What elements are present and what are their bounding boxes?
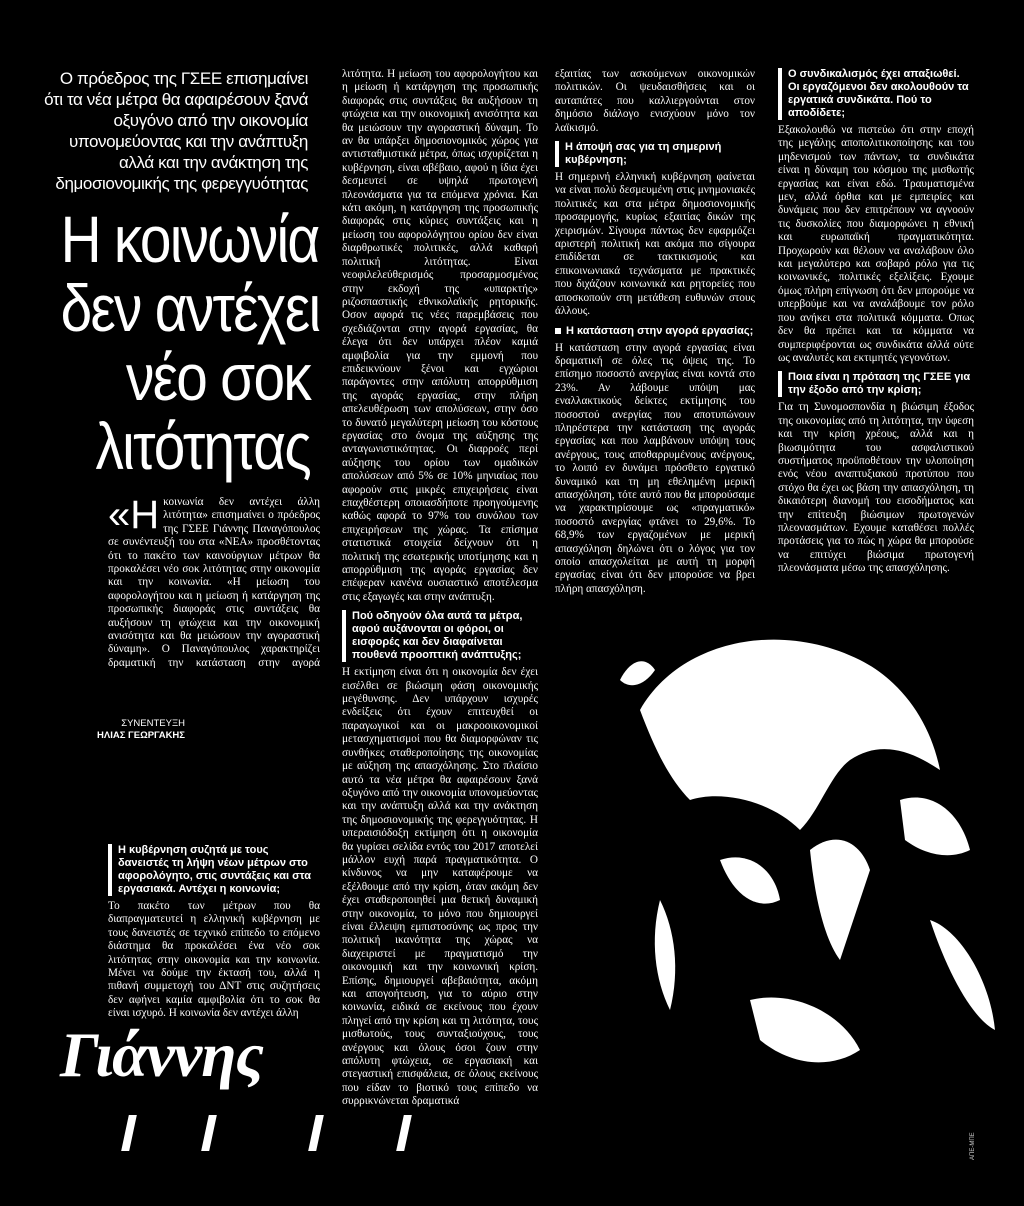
question-3: Η άποψή σας για τη σημερινή κυβέρνηση; [555,141,755,167]
answer-2: Η εκτίμηση είναι ότι η οικονομία δεν έχει εισέλθει σε βιώσιμη φάση οικονομικής μεγέθυνσης. Δεν υπάρχουν ισχυρές ενδείξεις ότι έχουν επιτευχθεί οι παραγωγικοί και οι μακροοικονομικοί μετασχηματισμοί που θα διαμορφώναν τις συνθήκες σταθεροποίησης της οικονομίας με αύξηση της απασχόλησης. Στο πλαίσιο αυτό τα νέα μέτρα θα αφαιρέσουν ξανά οξυγόνο από την οικονομία υπονομεύοντας και την ανάπτυξη αλλά και την ανάκτηση της δημοσιονομικής της φερεγγυότητας. Η υπεραισιόδοξη εκτίμηση ότι η οικονομία θα γυρίσει σελίδα εντός του 2017 αποτελεί μάλλον ευχή παρά πραγματικότητα. Ο κίνδυνος να μην καταφέρουμε να εξέλθουμε από την κρίση, όταν ακόμη δεν έχει σταθεροποιηθεί μια θετική δυναμική στην οικονομία, το μόνο που δημιουργεί είναι έλλειψη εμπιστοσύνης ως προς την πολιτική ικανότητα της χώρας να διαχειριστεί με πραγματισμό την οικονομική και την κοινωνική κρίση. Επίσης, δημιουργεί αβεβαιότητα, ακόμη και απογοήτευση, για το αύριο στην κοινωνία, ειδικά σε εκείνους που έχουν πληγεί από την κρίση και τη λιτότητα, τους μισθωτούς, τους συνταξιούχους, τους ανέργους και όλους όσοι ζουν στην απόλυτη φτώχεια, σε εργασιακή και στεγαστική επισφάλεια, σε όλους εκείνους που είδαν το βιοτικό τους επίπεδο να συρρικνώνεται δραματικά [342,666,538,1108]
headline-line: λιτότητας [95,409,311,483]
bullet-square [555,328,561,334]
column-4 [778,68,974,576]
intro-text: κοινωνία δεν αντέχει άλλη λιτότητα» επισημαίνει ο πρόεδρος της ΓΣΕΕ Γιάννης Παναγόπουλος σε συνέντευξή του στα «ΝΕΑ» προσθέτοντας ότι το πακέτο των καινούργιων μέτρων θα προκαλέσει νέο σοκ λιτότητας στην οικονομία και την κοινωνία. «Η μείωση του αφορολογήτου και η μείωση ή κατάργηση της προσωπικής διαφοράς στις συντάξεις θα αυξήσουν τη φτώχεια και την οικονομική ανισότητα και θα μειώσουν την αγοραστική δύναμη». Ο Παναγόπουλος χαρακτηρίζει δραματική την κατάσταση στην αγορά [108,496,320,668]
column-3-text: εξαιτίας των ασκούμενων οικονομικών πολιτικών. Οι ψευδαισθήσεις και οι αυταπάτες που καλλιεργούνται στον δημόσιο διάλογο ενισχύουν μόνο τον λαϊκισμό. [555,68,755,134]
headline-line: νέο σοκ [126,340,310,414]
question-1: Η κυβέρνηση συζητά με τους δανειστές τη λήψη νέων μέτρων στο αφορολόγητο, στις συντάξεις και στα εργασιακά. Αντέχει η κοινωνία; [108,844,320,896]
question-2: Πού οδηγούν όλα αυτά τα μέτρα, αφού αυξάνονται οι φόροι, οι εισφορές και δεν διαφαίνεται πουθενά προοπτική ανάπτυξης; [342,610,538,662]
question-4-text: Η κατάσταση στην αγορά εργασίας; [566,324,754,337]
answer-3: Η σημερινή ελληνική κυβέρνηση φαίνεται να είναι πολύ δεσμευμένη στις μνημονιακές πολιτικές και στα μέτρα δημοσιονομικής προσαρμογής, κυρίως εξαιτίας δικών της χειρισμών. Σίγουρα πάντως δεν εφαρμόζει αριστερή πολιτική και ακόμα πιο σίγουρα επιδίδεται σε τακτικισμούς και επικοινωνιακά τεχνάσματα με πρακτικές που διχάζουν κοινωνικά και ρητορείες που αποσκοπούν στη μετάθεση ευθυνών στους άλλους. [555,171,755,318]
decor-mark [308,1115,324,1151]
photo-credit: ΑΠΕ-ΜΠΕ [970,1132,976,1160]
intro-paragraph [108,496,320,668]
interviewee-name-large: Γιάννης [60,1019,263,1090]
byline [90,718,185,742]
headline [60,202,320,483]
answer-5: Εξακολουθώ να πιστεύω ότι στην εποχή της μεγάλης αποπολιτικοποίησης και του μηδενισμού των πάντων, τα συνδικάτα είναι η δύναμη του κόσμου της μισθωτής εργασίας και είναι εδώ. Τραυματισμένα μεν, αλλά όρθια και με εμπειρίες και δυνάμεις που δεν επιτρέπουν να αγνοούν τις δυσκολίες που διαμορφώνει η εθνική και ευρωπαϊκή πραγματικότητα. Προχωρούν και θέλουν να αναλάβουν όλο και μεγαλύτερο και σοβαρό ρόλο για τις κοινωνικές, πολιτικές εξελίξεις. Εχουμε όμως πλήρη επίγνωση ότι δεν μπορούμε να υπερβούμε και να αναλάβουμε τον ρόλο που ανήκει στα πολιτικά κόμματα. Οπως δεν θα πρέπει και τα κόμματα να συμπεριφέρονται ως συνδικάτα αλλά ούτε ως αναλυτές και εκτιμητές γεγονότων. [778,124,974,364]
portrait-highlights [620,640,995,1063]
column-1-lower [108,838,320,1021]
answer-4: Η κατάσταση στην αγορά εργασίας είναι δραματική σε όλες τις όψεις της. Το επίσημο ποσοστό ανεργίας είναι κοντά στο 23%. Αν λάβουμε υπόψη μας εναλλακτικούς δείκτες εκτίμησης του ποσοστού ανεργίας που αποτυπώνουν πληρέστερα την κατάσταση της αγοράς εργασίας και που λαμβάνουν υπόψη τους ανέργους, τους αποθαρρυμένους ανέργους, το λοιπό εν δυνάμει πρόσθετο εργατικό δυναμικό και τη μη εθελημένη μερική απασχόληση, τότε αυτό που θα μπορούσαμε να χαρακτηρίσουμε ως «πραγματικό» ποσοστό ανεργίας φτάνει το 29,6%. Το 68,9% των εργαζομένων με μερική απασχόληση δηλώνει ότι ο λόγος για τον οποίο απασχολείται με αυτή τη μορφή εργασίας είναι ότι δεν μπορούσε να βρει πλήρη απασχόληση. [555,341,755,595]
portrait-photo [600,600,1024,1206]
answer-6: Για τη Συνομοσπονδία η βιώσιμη έξοδος της οικονομίας από τη λιτότητα, την ύφεση και την κρίση χρέους, αλλά και η βιωσιμότητα του ασφαλιστικού συστήματος προϋποθέτουν την υλοποίηση ενός νέου αναπτυξιακού προτύπου που στόχο θα έχει ως βάση την απασχόληση, τη δικαιότερη διανομή του εισοδήματος και την επίτευξη βιώσιμων πρωτογενών πλεονασμάτων. Εχουμε καταθέσει πολλές προτάσεις για το πώς η χώρα θα μπορούσε να επιτύχει βιώσιμα πρωτογενή πλεονάσματα μέσω της απασχόλησης. [778,401,974,575]
headline-line: Η κοινωνία [60,202,319,276]
decor-mark [201,1115,217,1151]
decor-mark [396,1115,412,1151]
decor-mark [121,1115,137,1151]
question-5: Ο συνδικαλισμός έχει απαξιωθεί. Οι εργαζόμενοι δεν ακολουθούν τα εργατικά συνδικάτα. Πού το αποδίδετε; [778,68,974,120]
question-6: Ποια είναι η πρόταση της ΓΣΕΕ για την έξοδο από την κρίση; [778,371,974,397]
headline-line: δεν αντέχει [60,271,320,345]
column-2-text: λιτότητα. Η μείωση του αφορολογήτου και η μείωση ή κατάργηση της προσωπικής διαφοράς στις συντάξεις θα αυξήσουν τη φτώχεια και την οικονομική ανισότητα και θα μειώσουν την αγοραστική δύναμη. Το αν θα υπάρξει δημοσιονομικός χώρος για αντισταθμιστικά μέτρα, όπως ισχυρίζεται η κυβέρνηση, είναι αβέβαιο, αφού η ίδια έχει δεσμευτεί σε υψηλά πρωτογενή πλεονάσματα για τα επόμενα χρόνια. Και κάτι ακόμη, η κατάργηση της προσωπικής διαφοράς στις κύριες συντάξεις και η μείωση του αφορολόγητου ορίου δεν είναι διαρθρωτικές πολιτικές, αλλά καθαρή πολιτική λιτότητας. Είναι νεοφιλελεύθερισμός προσαρμοσμένος στην εκδοχή της «υπαρκτής» ριζοσπαστικής εθνικολαϊκής ρητορικής. Οσον αφορά τις νέες παρεμβάσεις που σχεδιάζονται στην αγορά εργασίας, θα έλεγα ότι δεν υπάρχει πλέον καμιά αμφιβολία για την εμμονή που επιδεικνύουν ξένοι και εγχώριοι παράγοντες στην απόλυτη απορρύθμιση της αγοράς εργασίας, στην πλήρη απελευθέρωση των απολύσεων, στην όσο το δυνατό μεγαλύτερη μείωση του κόστους εργασίας στο όνομα της αύξησης της ανταγωνιστικότητας. Οι διαρροές περί αύξησης του ορίου των ομαδικών απολύσεων από 5% σε 10% μηνιαίως που αφορούν στις μικρές επιχειρήσεις είναι επαχθέστερη οποιασδήποτε προηγούμενης καθώς αφορά το 97% του συνόλου των επιχειρήσεων της χώρας. Τα επίσημα στατιστικά στοιχεία δείχνουν ότι η πολιτική της εσωτερικής υποτίμησης και η απορρύθμιση της αγοράς εργασίας δεν επέφεραν κανένα ουσιαστικό αποτέλεσμα στις εξαγωγές και στην ανάπτυξη. [342,68,538,603]
deck-subheadline: Ο πρόεδρος της ΓΣΕΕ επισημαίνει ότι τα νέα μέτρα θα αφαιρέσουν ξανά οξυγόνο από την οικονομία υπονομεύοντας και την ανάπτυξη αλλά και την ανάκτηση της δημοσιονομικής της φερεγγυότητας [44,69,308,193]
byline-name: ΗΛΙΑΣ ΓΕΩΡΓΑΚΗΣ [97,730,185,741]
column-2 [342,68,538,1109]
byline-label: ΣΥΝΕΝΤΕΥΞΗ [121,718,185,729]
dropcap: «Η [108,496,160,537]
answer-1: Το πακέτο των μέτρων που θα διαπραγματευτεί η ελληνική κυβέρνηση με τους δανειστές σε τεχνικό επίπεδο το επόμενο διάστημα θα προκαλέσει ένα νέο σοκ λιτότητας στην οικονομία και την κοινωνία. Μένει να δούμε την έκτασή του, αλλά η πιθανή συμμετοχή του ΔΝΤ στις συζητήσεις δεν αφήνει καμία αμφιβολία ότι το σοκ θα είναι ισχυρό. Η κοινωνία δεν αντέχει άλλη [108,900,320,1020]
question-4 [555,325,755,338]
column-3 [555,68,755,596]
